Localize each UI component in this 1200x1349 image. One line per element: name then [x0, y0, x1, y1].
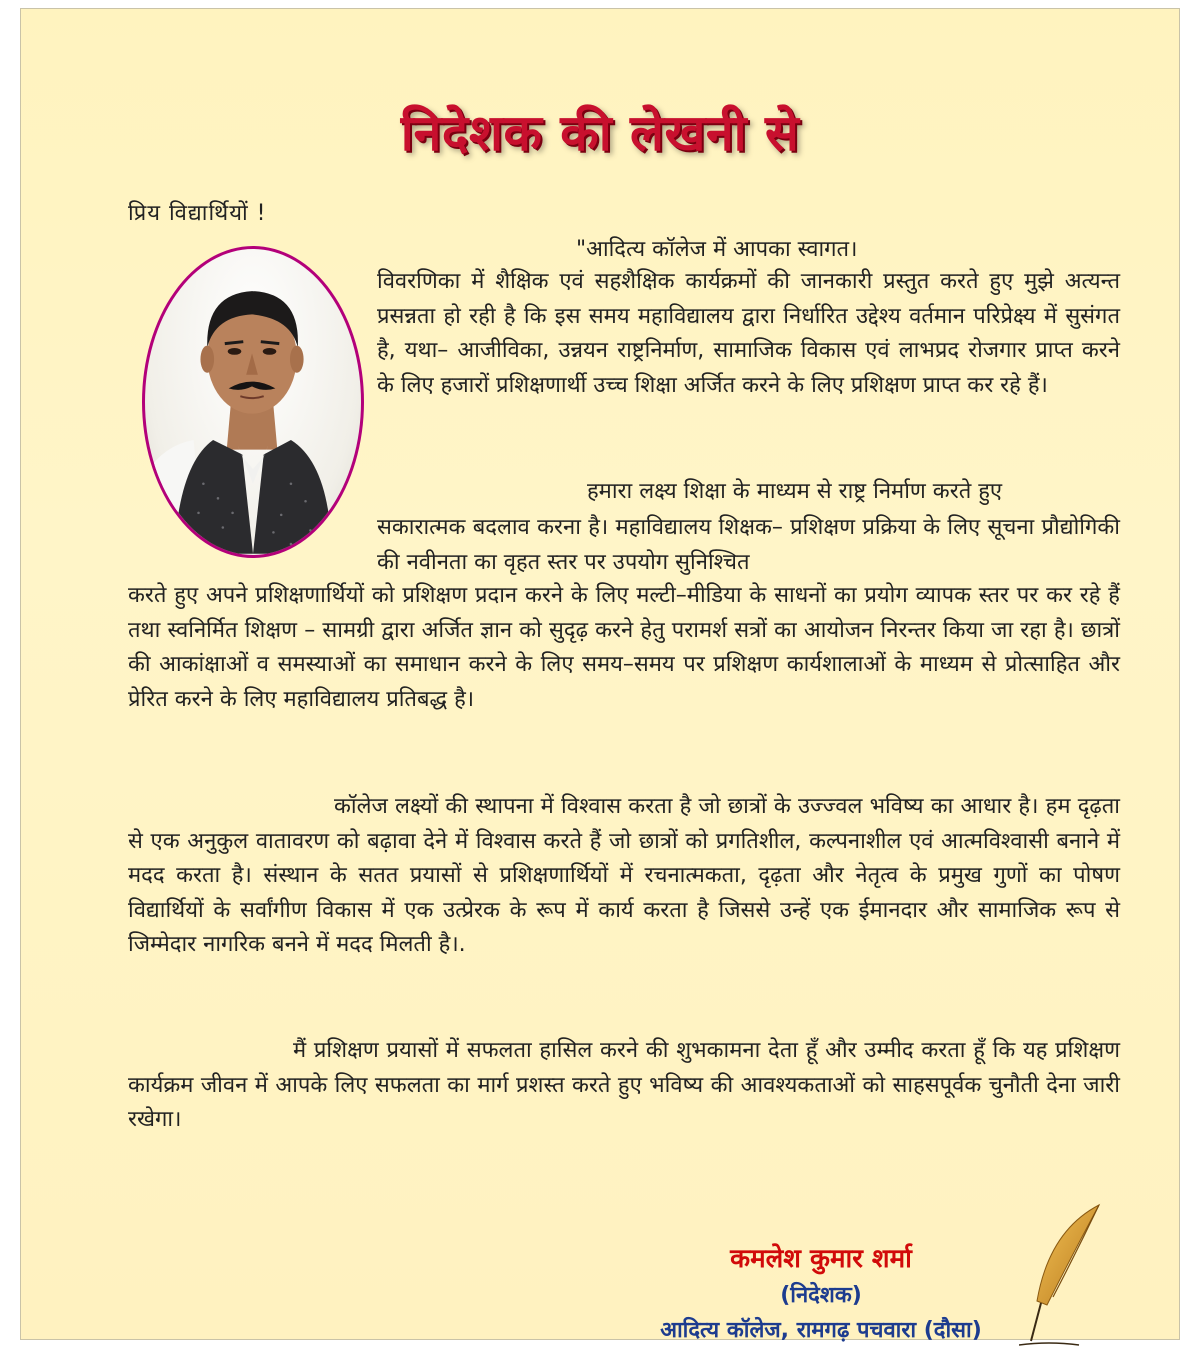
paragraph-2-middle: सकारात्मक बदलाव करना है। महाविद्यालय शिक्षक– प्रशिक्षण प्रक्रिया के लिए सूचना प्रौद्योगिकी की नवीनता का वृहत स्तर पर उपयोग सुनिश्चित	[377, 515, 1120, 575]
quill-pen-icon	[1019, 1201, 1109, 1349]
director-portrait	[142, 246, 364, 558]
signature-name: कमलेश कुमार शर्मा	[730, 1244, 912, 1274]
paragraph-4: मैं प्रशिक्षण प्रयासों में सफलता हासिल करने की शुभकामना देता हूँ और उम्मीद करता हूँ कि यह प्रशिक्षण कार्यक्रम जीवन में आपके लिए सफलता का मार्ग प्रशस्त करते हुए भविष्य की आवश्यकताओं को साहसपूर्वक चुनौती देना जारी रखेगा।	[128, 1038, 1120, 1132]
message-page	[20, 8, 1180, 1343]
paragraph-1: विवरणिका में शैक्षिक एवं सहशैक्षिक कार्यक्रमों की जानकारी प्रस्तुत करते हुए मुझे अत्यन्त प्रसन्नता हो रही है कि इस समय महाविद्यालय द्वारा निर्धारित उद्देश्य वर्तमान परिप्रेक्ष्य में सुसंगत है, यथा– आजीविका, उन्नयन राष्ट्रनिर्माण, सामाजिक विकास एवं लाभप्रद रोजगार प्राप्त करने के लिए हजारों प्रशिक्षणार्थी उच्च शिक्षा अर्जित करने के लिए प्रशिक्षण प्राप्त कर रहे हैं।	[377, 269, 1120, 398]
paragraph-2-opening: हमारा लक्ष्य शिक्षा के माध्यम से राष्ट्र निर्माण करते हुए	[587, 479, 1003, 504]
page-title: निदेशक की लेखनी से	[400, 103, 800, 162]
paragraph-2-rest: करते हुए अपने प्रशिक्षणार्थियों को प्रशिक्षण प्रदान करने के लिए मल्टी–मीडिया के साधनों का प्रयोग व्यापक स्तर पर कर रहे हैं तथा स्वनिर्मित शिक्षण – सामग्री द्वारा अर्जित ज्ञान को सुदृढ़ करने हेतु परामर्श सत्रों का आयोजन निरन्तर किया जा रहा है। छात्रों की आकांक्षाओं व समस्याओं का समाधान करने के लिए समय–समय पर प्रशिक्षण कार्यशालाओं के माध्यम से प्रोत्साहित और प्रेरित करने के लिए महाविद्यालय प्रतिबद्ध है।	[128, 583, 1120, 712]
salutation: प्रिय विद्यार्थियों !	[128, 201, 267, 226]
paragraph-3: कॉलेज लक्ष्यों की स्थापना में विश्वास करता है जो छात्रों के उज्ज्वल भविष्य का आधार है। हम दृढ़ता से एक अनुकुल वातावरण को बढ़ावा देने में विश्वास करते हैं जो छात्रों को प्रगतिशील, कल्पनाशील एवं आत्मविश्वासी बनाने में मदद करता है। संस्थान के सतत प्रयासों से प्रशिक्षणार्थियों में रचनात्मकता, दृढ़ता और नेतृत्व के प्रमुख गुणों का पोषण विद्यार्थियों के सर्वांगीण विकास में एक उत्प्रेरक के रूप में कार्य करता है जिससे उन्हें एक ईमानदार और सामाजिक रूप से जिम्मेदार नागरिक बनने में मदद मिलती है।.	[128, 794, 1120, 957]
signature-role: (निदेशक)	[780, 1283, 862, 1308]
paragraph-1-opening: "आदित्य कॉलेज में आपका स्वागत।	[576, 237, 858, 262]
signature-institution: आदित्य कॉलेज, रामगढ़ पचवारा (दौसा)	[660, 1318, 982, 1343]
